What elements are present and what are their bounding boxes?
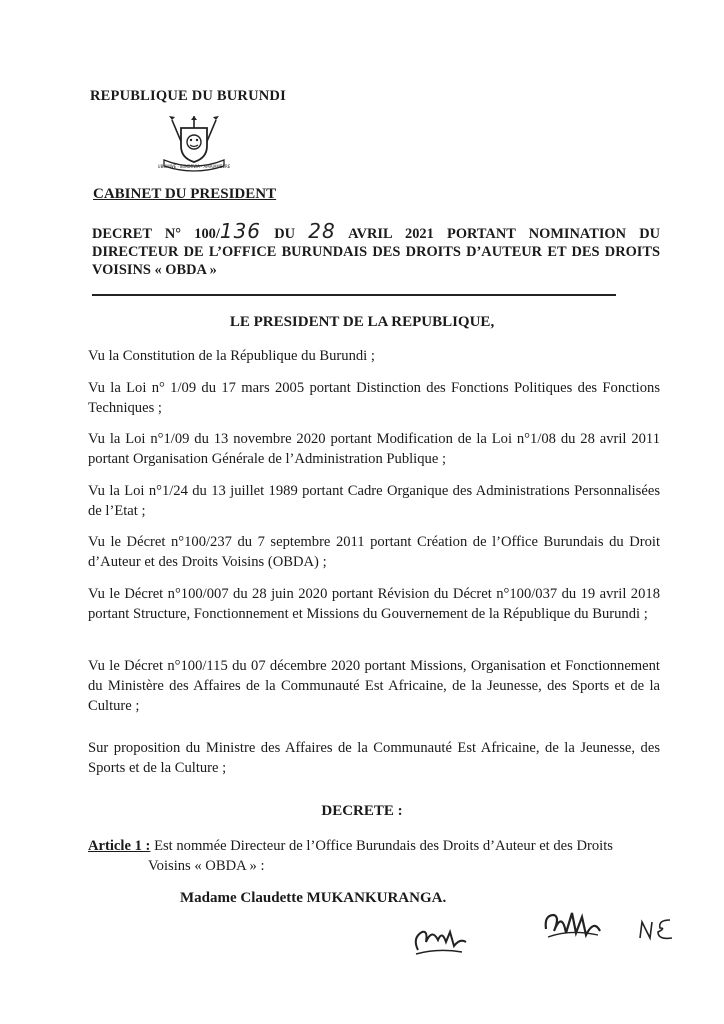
coat-of-arms-icon: [158, 114, 230, 179]
republic-heading: REPUBLIQUE DU BURUNDI: [90, 88, 286, 104]
president-heading: LE PRESIDENT DE LA REPUBLIQUE,: [229, 314, 495, 330]
consideration-1: Vu la Constitution de la République du Burundi ;: [88, 348, 375, 364]
consideration-5: Vu le Décret n°100/237 du 7 septembre 2011 portant Création de l’Office Burundais du Droit d’Auteur et des Droits Voisins (OBDA) ;: [88, 534, 660, 570]
cabinet-heading: CABINET DU PRESIDENT: [93, 186, 277, 202]
decree-day-handwritten: 28: [308, 219, 336, 243]
appointee-name: Madame Claudette MUKANKURANGA.: [180, 890, 447, 906]
consideration-2: Vu la Loi n° 1/09 du 17 mars 2005 portant Distinction des Fonctions Politiques des Fonctions Techniques ;: [88, 380, 660, 416]
decree-title: [92, 219, 661, 279]
decree-number-handwritten: 136: [219, 219, 262, 243]
article-1: [88, 836, 660, 856]
article-1-text-line1: Est nommée Directeur de l’Office Burundais des Droits d’Auteur et des Droits: [154, 838, 613, 854]
article-1-text-line2: Voisins « OBDA » :: [148, 858, 265, 874]
consideration-7: Vu le Décret n°100/115 du 07 décembre 2020 portant Missions, Organisation et Fonctionnement du Ministère des Affaires de la Communauté Est Africaine, de la Jeunesse, des Sports et de la Culture ;: [88, 658, 660, 714]
decrete-heading: DECRETE :: [321, 803, 403, 819]
consideration-3: Vu la Loi n°1/09 du 13 novembre 2020 portant Modification de la Loi n°1/08 du 28 avril 2011 portant Organisation Générale de l’Administration Publique ;: [88, 431, 660, 467]
emblem-motto: UBUMWE · IBIKORWA · AMAJAMBERE: [158, 164, 230, 169]
decree-title-part3: AVRIL 2021 PORTANT NOMINATION DU DIRECTEUR DE L’OFFICE BURUNDAIS DES DROITS D’AUTEUR ET DES DROITS VOISINS « OBDA »: [92, 226, 661, 278]
decree-title-part2: DU: [261, 226, 309, 242]
consideration-8: Sur proposition du Ministre des Affaires de la Communauté Est Africaine, de la Jeunesse, des Sports et de la Culture ;: [88, 740, 660, 776]
initials-signature-3: [636, 912, 676, 946]
consideration-4: Vu la Loi n°1/24 du 13 juillet 1989 portant Cadre Organique des Administrations Personnalisées de l’Etat ;: [88, 483, 660, 519]
title-divider: [92, 294, 616, 296]
consideration-6: Vu le Décret n°100/007 du 28 juin 2020 portant Révision du Décret n°100/037 du 19 avril 2018 portant Structure, Fonctionnement et Missions du Gouvernement de la République du Burundi ;: [88, 586, 660, 622]
article-1-label: Article 1 :: [88, 838, 151, 854]
initials-signature-2: [540, 905, 604, 945]
initials-signature-1: [410, 920, 470, 958]
decree-title-part1: DECRET N° 100/: [92, 226, 220, 242]
